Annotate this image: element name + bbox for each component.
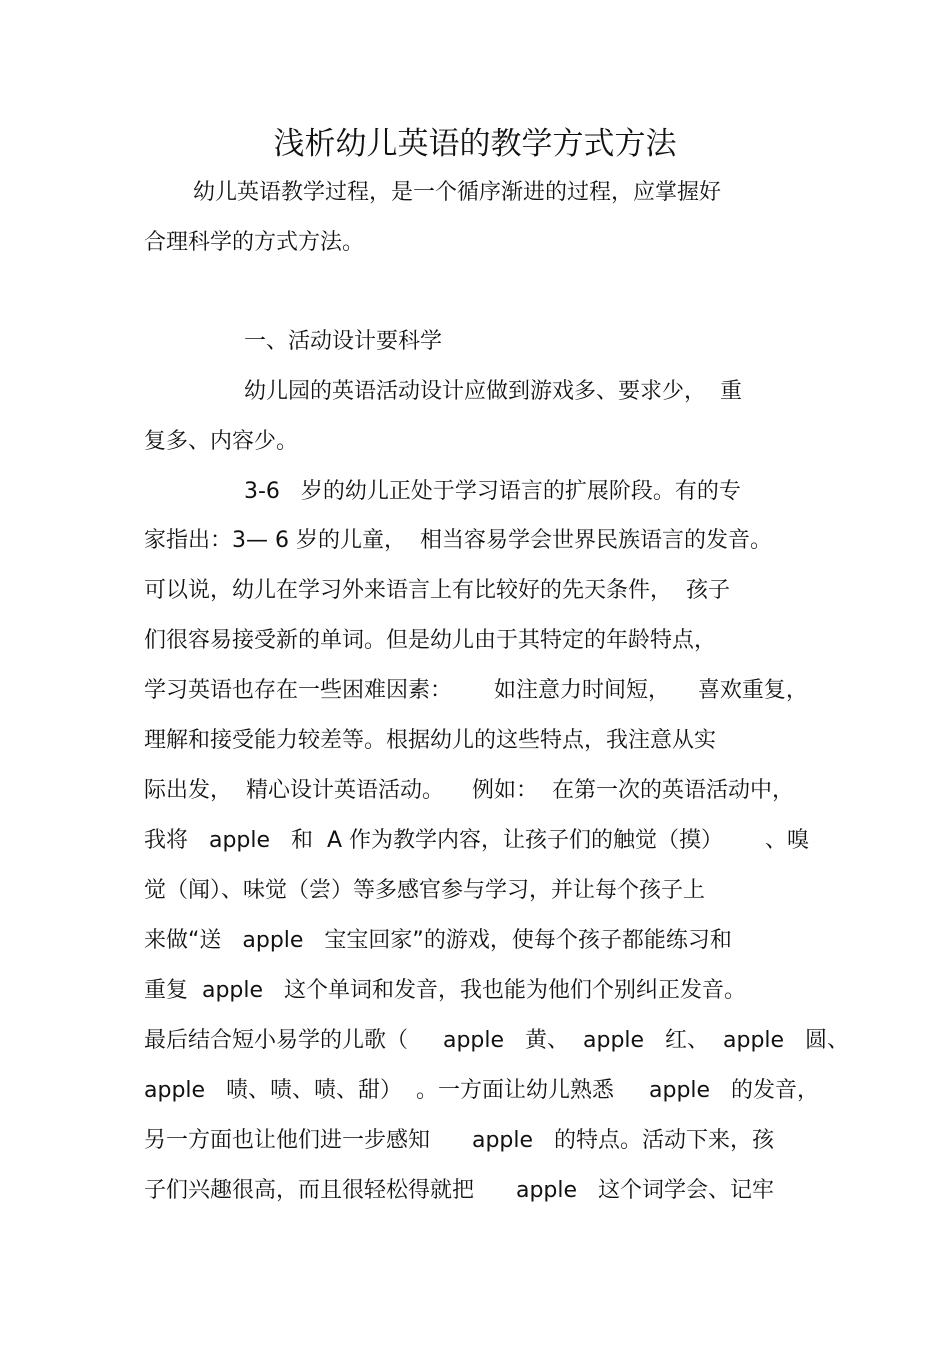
document-title: 浅析幼儿英语的教学方式方法 bbox=[273, 126, 677, 162]
paragraph-line: 复多、内容少。 bbox=[144, 429, 299, 454]
paragraph-line: 重复 apple 这个单词和发音，我也能为他们个别纠正发音。 bbox=[144, 978, 747, 1003]
paragraph-line: 我将 apple 和 A 作为教学内容，让孩子们的触觉（摸） 、嗅 bbox=[144, 828, 810, 853]
paragraph-line: 家指出：3— 6 岁的儿童， 相当容易学会世界民族语言的发音。 bbox=[144, 528, 772, 553]
paragraph-line: 最后结合短小易学的儿歌（ apple 黄、 apple 红、 apple 圆、 bbox=[144, 1028, 850, 1053]
paragraph-line: 可以说，幼儿在学习外来语言上有比较好的先天条件， 孩子 bbox=[144, 578, 730, 603]
paragraph-line: 幼儿园的英语活动设计应做到游戏多、要求少， 重 bbox=[244, 379, 742, 404]
paragraph-line: 子们兴趣很高，而且很轻松得就把 apple 这个词学会、记牢 bbox=[144, 1178, 774, 1203]
paragraph-line: 际出发， 精心设计英语活动。 例如： 在第一次的英语活动中， bbox=[144, 778, 794, 803]
paragraph-line: 们很容易接受新的单词。但是幼儿由于其特定的年龄特点， bbox=[144, 628, 717, 653]
paragraph-line: 合理科学的方式方法。 bbox=[144, 230, 365, 255]
paragraph-line: 另一方面也让他们进一步感知 apple 的特点。活动下来，孩 bbox=[144, 1128, 774, 1153]
paragraph-line: 学习英语也存在一些困难因素： 如注意力时间短， 喜欢重复， bbox=[144, 678, 808, 703]
paragraph-line: apple 啧、啧、啧、甜） 。一方面让幼儿熟悉 apple 的发音， bbox=[144, 1078, 820, 1103]
paragraph-line: 理解和接受能力较差等。根据幼儿的这些特点，我注意从实 bbox=[144, 728, 717, 753]
paragraph-line: 3-6 岁的幼儿正处于学习语言的扩展阶段。有的专 bbox=[244, 479, 741, 504]
paragraph-line: 觉（闻）、味觉（尝）等多感官参与学习，并让每个孩子上 bbox=[144, 878, 706, 903]
paragraph-line: 来做“送 apple 宝宝回家”的游戏，使每个孩子都能练习和 bbox=[144, 928, 732, 953]
paragraph-line: 幼儿英语教学过程，是一个循序渐进的过程，应掌握好 bbox=[193, 180, 722, 205]
section-heading: 一、活动设计要科学 bbox=[244, 329, 443, 354]
